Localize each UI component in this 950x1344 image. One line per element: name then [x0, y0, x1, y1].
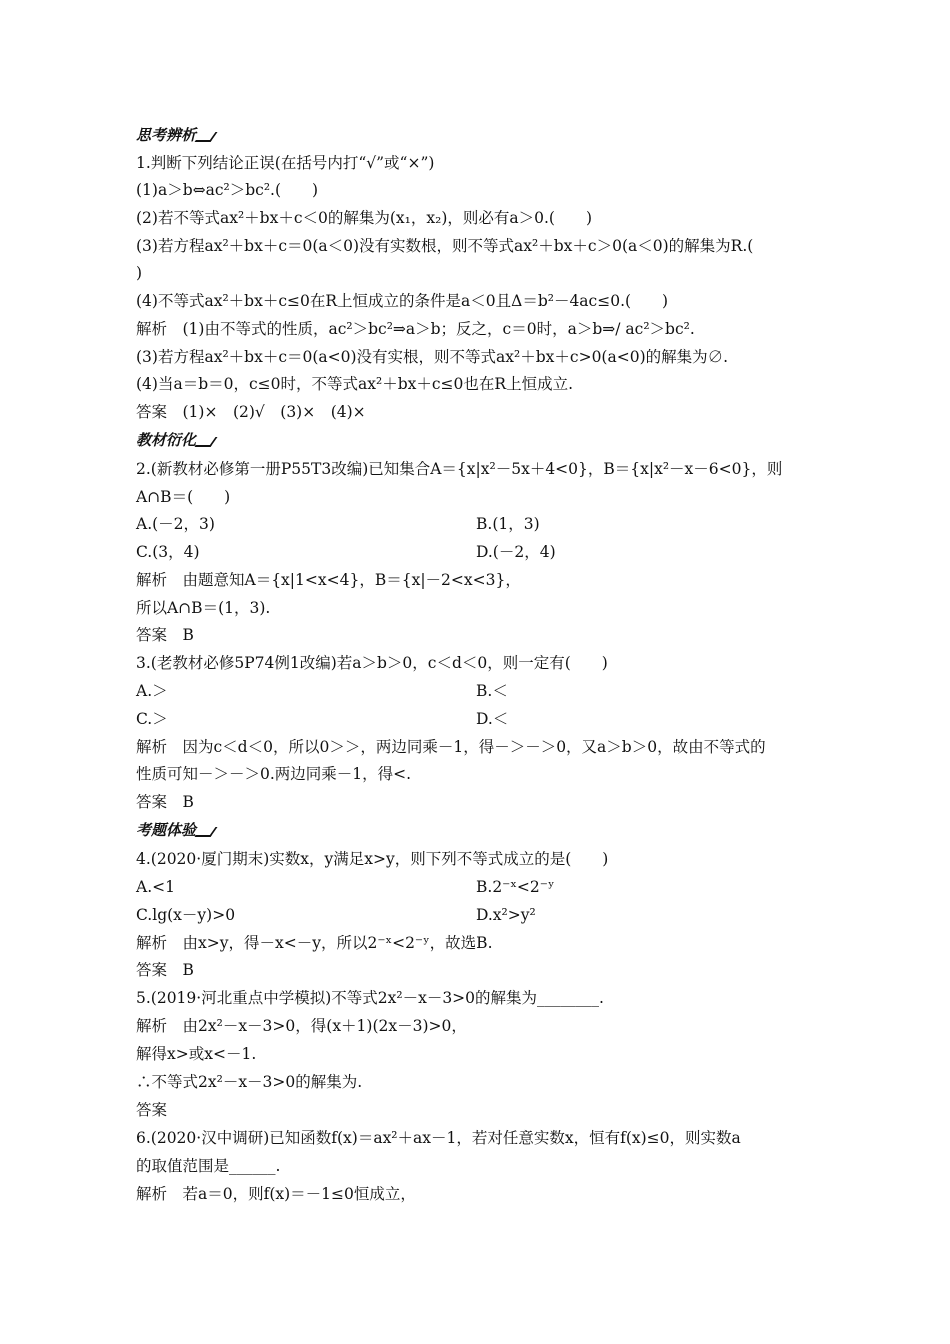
question-6-stem: 6.(2020·汉中调研)已知函数f(x)＝ax²＋ax－1，若对任意实数x，恒有f(x)≤0，则实数a [136, 1129, 741, 1147]
heading-decoration [195, 437, 218, 447]
analysis-text: ∴不等式2x²－x－3>0的解集为. [136, 1073, 363, 1091]
question-2-stem: 2.(新教材必修第一册P55T3改编)已知集合A＝{x|x²－5x＋4<0}，B＝{x|x²－x－6<0}，则 [136, 460, 783, 478]
question-1-stem: 1.判断下列结论正误(在括号内打“√”或“×”) [136, 154, 435, 172]
analysis-text: 解析 (1)由不等式的性质，ac²＞bc²⇒a＞b；反之，c＝0时，a＞b⇒/ ac²＞bc². [136, 320, 695, 338]
analysis-text: 解析 由x>y，得－x<－y，所以2⁻ˣ<2⁻ʸ，故选B. [136, 934, 493, 952]
analysis-text: 所以A∩B＝(1，3). [136, 599, 271, 617]
question-1-item-3: (3)若方程ax²＋bx＋c＝0(a＜0)没有实数根，则不等式ax²＋bx＋c＞0(a＜0)的解集为R.( [136, 237, 754, 255]
question-6-stem-cont: 的取值范围是______. [136, 1157, 281, 1175]
section-heading-text: 思考辨析 [136, 126, 197, 144]
heading-decoration [195, 827, 218, 837]
question-1-item-4: (4)不等式ax²＋bx＋c≤0在R上恒成立的条件是a＜0且Δ＝b²－4ac≤0.( ) [136, 292, 669, 310]
question-1-item-2: (2)若不等式ax²＋bx＋c＜0的解集为(x₁，x₂)，则必有a＞0.( ) [136, 209, 592, 227]
analysis-text: (3)若方程ax²＋bx＋c＝0(a<0)没有实根，则不等式ax²＋bx＋c>0(a<0)的解集为∅. [136, 348, 729, 366]
option-c: C.lg(x－y)>0 [136, 906, 236, 924]
option-d: D.x²>y² [476, 906, 536, 924]
option-c: C.(3，4) [136, 543, 200, 561]
answer-text: 答案 [136, 1101, 168, 1119]
option-a: A.＞ [136, 682, 168, 700]
section-heading [136, 124, 214, 148]
analysis-text: 解析 因为c＜d＜0，所以0＞＞，两边同乘－1，得－＞－＞0，又a＞b＞0，故由不等式的 [136, 738, 766, 756]
option-c: C.＞ [136, 710, 168, 728]
option-b: B.2⁻ˣ<2⁻ʸ [476, 878, 555, 896]
section-heading-text: 考题体验 [136, 821, 197, 839]
analysis-text: 解析 由题意知A＝{x|1<x<4}，B＝{x|－2<x<3}， [136, 571, 521, 589]
question-5-stem: 5.(2019·河北重点中学模拟)不等式2x²－x－3>0的解集为________. [136, 989, 604, 1007]
question-1-item-1: (1)a＞b⇔ac²＞bc².( ) [136, 181, 319, 199]
option-d: D.＜ [476, 710, 509, 728]
analysis-text: (4)当a＝b＝0，c≤0时，不等式ax²＋bx＋c≤0也在R上恒成立. [136, 375, 573, 393]
option-d: D.(－2，4) [476, 543, 556, 561]
section-heading [136, 429, 214, 453]
option-b: B.＜ [476, 682, 508, 700]
answer-text: 答案 B [136, 626, 194, 644]
option-b: B.(1，3) [476, 515, 540, 533]
analysis-text: 性质可知－＞－＞0.两边同乘－1，得<. [136, 765, 412, 783]
heading-decoration [195, 132, 218, 142]
analysis-text: 解析 由2x²－x－3>0，得(x＋1)(2x－3)>0， [136, 1017, 467, 1035]
answer-text: 答案 B [136, 961, 194, 979]
question-1-item-3-cont: ) [136, 264, 143, 282]
section-heading-text: 教材衍化 [136, 431, 197, 449]
question-3-stem: 3.(老教材必修5P74例1改编)若a＞b＞0，c＜d＜0，则一定有( ) [136, 654, 608, 672]
option-a: A.(－2，3) [136, 515, 215, 533]
question-4-stem: 4.(2020·厦门期末)实数x，y满足x>y，则下列不等式成立的是( ) [136, 850, 609, 868]
option-a: A.<1 [136, 878, 175, 896]
analysis-text: 解得x>或x<－1. [136, 1045, 257, 1063]
question-2-stem-cont: A∩B＝( ) [136, 488, 231, 506]
answer-text: 答案 (1)× (2)√ (3)× (4)× [136, 403, 366, 421]
answer-text: 答案 B [136, 793, 194, 811]
analysis-text: 解析 若a＝0，则f(x)＝－1≤0恒成立， [136, 1185, 416, 1203]
section-heading [136, 819, 214, 843]
